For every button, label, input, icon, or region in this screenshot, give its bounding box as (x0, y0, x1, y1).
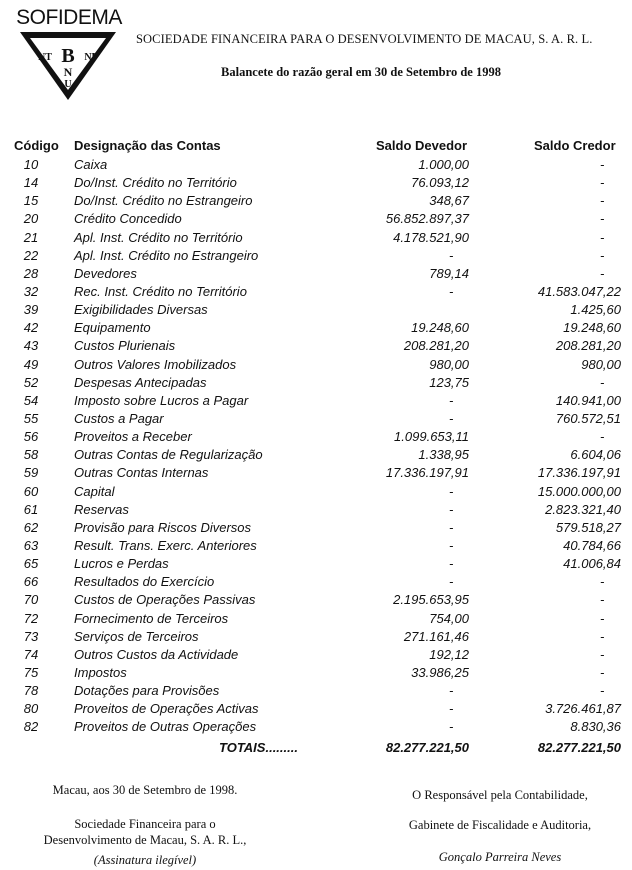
account-code: 52 (23, 374, 39, 390)
credit-balance: - (600, 683, 605, 699)
account-description: Custos Plurienais (74, 338, 176, 354)
debit-balance: 754,00 (429, 610, 469, 626)
account-description: Outras Contas Internas (74, 465, 209, 481)
table-row (0, 700, 632, 718)
debit-balance: - (449, 519, 454, 535)
office-name: Gabinete de Fiscalidade e Auditoria, (408, 818, 592, 832)
account-code: 55 (23, 410, 39, 426)
table-row (0, 319, 632, 337)
credit-balance: - (600, 157, 605, 172)
credit-balance: - (600, 211, 605, 227)
debit-balance: 17.336.197,91 (385, 465, 469, 481)
debit-balance: - (449, 574, 454, 590)
debit-balance: - (449, 483, 454, 499)
table-row (0, 392, 632, 410)
debit-balance: - (449, 410, 454, 426)
table-row (0, 247, 632, 265)
debit-balance: 33.986,25 (411, 664, 469, 680)
totals-label: TOTAIS......... (219, 740, 298, 755)
credit-balance: 980,00 (581, 356, 621, 372)
signature-note: (Assinatura ilegível) (93, 853, 197, 867)
header-code: Código (14, 138, 59, 153)
account-description: Caixa (74, 157, 108, 172)
table-row (0, 591, 632, 609)
table-row (0, 156, 632, 174)
account-description: Do/Inst. Crédito no Território (74, 175, 237, 191)
debit-balance: - (449, 392, 454, 408)
account-code: 66 (23, 574, 39, 590)
svg-text:N: N (63, 65, 73, 79)
debit-balance: - (449, 283, 454, 299)
table-row (0, 337, 632, 355)
debit-balance: - (449, 556, 454, 572)
debit-balance: 2.195.653,95 (393, 592, 469, 608)
account-description: Exigibilidades Diversas (74, 302, 208, 318)
debit-balance: - (449, 701, 454, 717)
account-description: Proveitos de Outras Operações (74, 719, 257, 735)
document-title: Balancete do razão geral em 30 de Setembro de 1998 (221, 65, 501, 79)
table-row (0, 446, 632, 464)
place-date: Macau, aos 30 de Setembro de 1998. (52, 783, 238, 797)
debit-balance: 56.852.897,37 (385, 211, 469, 227)
credit-balance: - (600, 429, 605, 445)
debit-balance: 4.178.521,90 (393, 229, 469, 245)
credit-balance: 3.726.461,87 (545, 701, 621, 717)
account-description: Impostos (74, 664, 127, 680)
company-signatory-line2: Desenvolvimento de Macau, S. A. R. L., (43, 833, 247, 847)
debit-balance: - (449, 683, 454, 699)
account-code: 61 (23, 501, 39, 517)
debit-balance: - (449, 537, 454, 553)
account-code: 63 (23, 537, 39, 553)
company-signatory (30, 816, 260, 848)
svg-text:U: U (64, 79, 72, 90)
responsible-title: O Responsável pela Contabilidade, (412, 788, 588, 802)
account-description: Resultados do Exercício (74, 574, 215, 590)
account-description: Provisão para Riscos Diversos (74, 519, 252, 535)
svg-text:NP: NP (84, 52, 98, 63)
debit-balance: 980,00 (429, 356, 469, 372)
account-description: Serviços de Terceiros (74, 628, 199, 644)
totals-row (0, 740, 632, 758)
debit-balance: 208.281,20 (403, 338, 469, 354)
ledger-table (0, 156, 632, 737)
credit-balance: - (600, 193, 605, 209)
table-row (0, 573, 632, 591)
table-row (0, 210, 632, 228)
debit-balance: 123,75 (429, 374, 469, 390)
account-description: Rec. Inst. Crédito no Território (74, 283, 247, 299)
credit-balance: 15.000.000,00 (537, 483, 621, 499)
table-row (0, 229, 632, 247)
table-row (0, 718, 632, 736)
account-description: Dotações para Provisões (74, 683, 220, 699)
account-code: 82 (23, 719, 39, 735)
account-description: Equipamento (74, 320, 151, 336)
company-signatory-line1: Sociedade Financeira para o (74, 817, 216, 831)
account-code: 72 (23, 610, 39, 626)
account-description: Apl. Inst. Crédito no Estrangeiro (74, 247, 259, 263)
account-code: 10 (23, 157, 39, 172)
account-code: 58 (23, 447, 39, 463)
table-row (0, 301, 632, 319)
debit-balance: 1.338,95 (418, 447, 469, 463)
account-description: Lucros e Perdas (74, 556, 169, 572)
table-row (0, 464, 632, 482)
credit-balance: 760.572,51 (555, 410, 621, 426)
account-code: 78 (23, 683, 39, 699)
company-name: SOCIEDADE FINANCEIRA PARA O DESENVOLVIMENTO DE MACAU, S. A. R. L. (136, 32, 593, 46)
table-row (0, 519, 632, 537)
debit-balance: 789,14 (429, 265, 469, 281)
credit-balance: 41.583.047,22 (537, 283, 621, 299)
credit-balance: 19.248,60 (563, 320, 621, 336)
totals-credit: 82.277.221,50 (537, 740, 621, 755)
account-code: 21 (23, 229, 39, 245)
debit-balance: - (449, 501, 454, 517)
account-code: 80 (23, 701, 39, 717)
credit-balance: 17.336.197,91 (537, 465, 621, 481)
table-row (0, 537, 632, 555)
table-row (0, 664, 632, 682)
account-code: 56 (23, 429, 39, 445)
header-description: Designação das Contas (74, 138, 221, 153)
svg-text:B: B (61, 45, 75, 67)
credit-balance: - (600, 229, 605, 245)
svg-text:NT: NT (38, 52, 52, 63)
account-description: Custos de Operações Passivas (74, 592, 256, 608)
table-row (0, 428, 632, 446)
totals-debit: 82.277.221,50 (385, 740, 469, 755)
account-description: Imposto sobre Lucros a Pagar (74, 392, 249, 408)
credit-balance: 2.823.321,40 (545, 501, 621, 517)
account-code: 60 (23, 483, 39, 499)
credit-balance: - (600, 628, 605, 644)
header-credit: Saldo Credor (534, 138, 616, 153)
credit-balance: - (600, 247, 605, 263)
account-description: Outras Contas de Regularização (74, 447, 263, 463)
credit-balance: 140.941,00 (555, 392, 621, 408)
account-code: 42 (23, 320, 39, 336)
table-row (0, 628, 632, 646)
account-description: Outros Custos da Actividade (74, 646, 239, 662)
account-code: 20 (23, 211, 39, 227)
table-row (0, 410, 632, 428)
debit-balance: 348,67 (429, 193, 469, 209)
table-row (0, 682, 632, 700)
debit-balance: - (449, 719, 454, 735)
account-code: 59 (23, 465, 39, 481)
account-description: Capital (74, 483, 115, 499)
account-description: Devedores (74, 265, 137, 281)
logo-wordmark: SOFIDEMA (16, 6, 122, 29)
account-description: Do/Inst. Crédito no Estrangeiro (74, 193, 253, 209)
account-description: Custos a Pagar (74, 410, 164, 426)
credit-balance: 8.830,36 (570, 719, 621, 735)
credit-balance: 6.604,06 (570, 447, 621, 463)
account-description: Fornecimento de Terceiros (74, 610, 229, 626)
debit-balance: 1.099.653,11 (394, 429, 469, 445)
account-code: 32 (23, 283, 39, 299)
table-row (0, 646, 632, 664)
account-code: 62 (23, 519, 39, 535)
credit-balance: - (600, 664, 605, 680)
table-row (0, 610, 632, 628)
credit-balance: - (600, 265, 605, 281)
credit-balance: - (600, 574, 605, 590)
credit-balance: - (600, 374, 605, 390)
account-code: 39 (23, 302, 39, 318)
table-row (0, 356, 632, 374)
table-row (0, 555, 632, 573)
table-row (0, 283, 632, 301)
account-description: Crédito Concedido (74, 211, 182, 227)
account-code: 70 (23, 592, 39, 608)
credit-balance: 40.784,66 (563, 537, 621, 553)
signer-name: Gonçalo Parreira Neves (438, 850, 562, 864)
account-code: 15 (23, 193, 39, 209)
credit-balance: - (600, 175, 605, 191)
account-code: 75 (23, 664, 39, 680)
account-code: 65 (23, 556, 39, 572)
table-row (0, 265, 632, 283)
account-code: 54 (23, 392, 39, 408)
account-description: Proveitos de Operações Activas (74, 701, 259, 717)
account-code: 14 (23, 175, 39, 191)
account-description: Result. Trans. Exerc. Anteriores (74, 537, 257, 553)
account-description: Reservas (74, 501, 129, 517)
account-code: 74 (23, 646, 39, 662)
table-row (0, 174, 632, 192)
account-description: Apl. Inst. Crédito no Território (74, 229, 243, 245)
credit-balance: - (600, 592, 605, 608)
table-header (0, 138, 632, 156)
credit-balance: 1.425,60 (570, 302, 621, 318)
credit-balance: 579.518,27 (555, 519, 621, 535)
account-code: 28 (23, 265, 39, 281)
table-row (0, 192, 632, 210)
debit-balance: 1.000,00 (418, 157, 469, 172)
table-row (0, 501, 632, 519)
credit-balance: 208.281,20 (555, 338, 621, 354)
debit-balance: 19.248,60 (411, 320, 469, 336)
table-row (0, 483, 632, 501)
header-debit: Saldo Devedor (376, 138, 468, 153)
table-row (0, 374, 632, 392)
credit-balance: 41.006,84 (563, 556, 621, 572)
account-description: Despesas Antecipadas (74, 374, 207, 390)
credit-balance: - (600, 610, 605, 626)
account-code: 22 (23, 247, 39, 263)
debit-balance: 76.093,12 (411, 175, 469, 191)
debit-balance: - (449, 247, 454, 263)
account-code: 43 (23, 338, 39, 354)
account-description: Proveitos a Receber (74, 429, 192, 445)
debit-balance: 271.161,46 (403, 628, 469, 644)
account-code: 73 (23, 628, 39, 644)
debit-balance: 192,12 (429, 646, 469, 662)
credit-balance: - (600, 646, 605, 662)
account-code: 49 (23, 356, 39, 372)
company-logo (14, 6, 124, 102)
account-description: Outros Valores Imobilizados (74, 356, 237, 372)
